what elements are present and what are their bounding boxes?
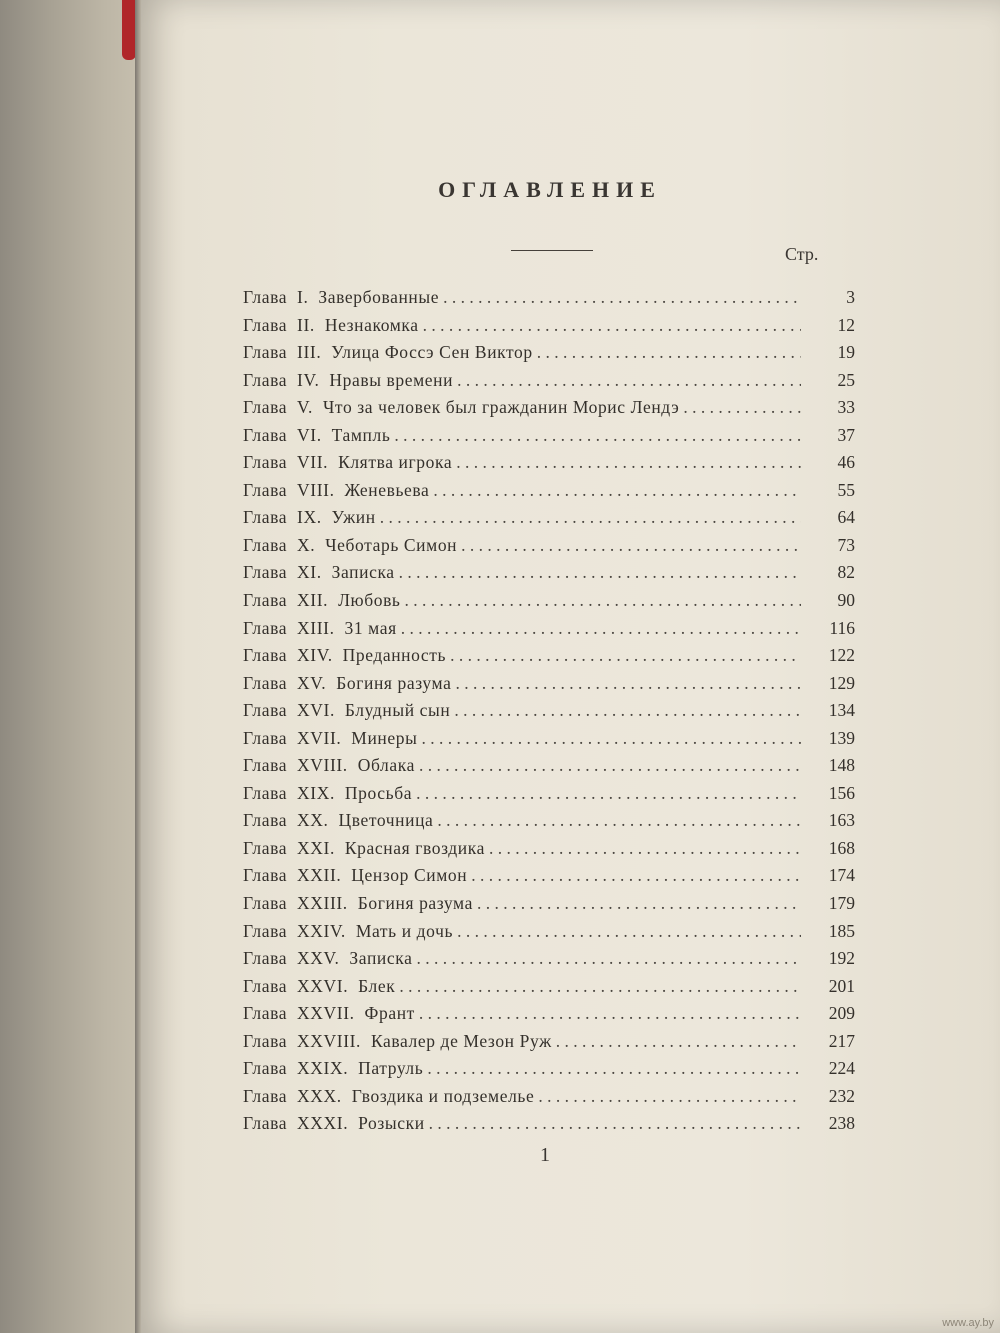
page-number: 1 — [540, 1144, 550, 1166]
toc-entry-page-number: 201 — [828, 975, 855, 996]
toc-dot-leader — [537, 339, 801, 367]
toc-entry-page-number: 163 — [828, 810, 855, 831]
page-title: ОГЛАВЛЕНИЕ — [438, 177, 662, 202]
toc-entry-title: Глава XXIII. Богиня разума — [243, 893, 473, 914]
toc-entry-page-number: 37 — [837, 424, 855, 445]
toc-entry-page-number: 148 — [828, 755, 855, 776]
toc-dot-leader — [394, 422, 801, 450]
toc-dot-leader — [427, 1055, 801, 1083]
toc-entry-page-number: 3 — [846, 287, 855, 307]
toc-entry-title: Глава I. Завербованные — [243, 287, 440, 307]
toc-entry-title: Глава XI. Записка — [243, 562, 395, 583]
toc-entry-page-number: 168 — [828, 837, 855, 858]
toc-entry-page-number: 90 — [837, 590, 855, 611]
toc-entry — [243, 1055, 855, 1083]
toc-entry-page-number: 238 — [828, 1113, 855, 1134]
toc-dot-leader — [399, 559, 801, 587]
toc-entry-page-number: 33 — [837, 397, 855, 418]
cover-bookmark-ribbon — [122, 0, 136, 60]
title-divider — [511, 250, 593, 251]
toc-entry-title: Глава XIII. 31 мая — [243, 617, 397, 638]
toc-dot-leader — [419, 752, 801, 780]
toc-entry — [243, 945, 855, 973]
toc-dot-leader — [456, 449, 801, 477]
toc-entry-title: Глава VIII. Женевьева — [243, 479, 430, 500]
toc-dot-leader — [683, 394, 801, 422]
toc-entry-title: Глава VI. Тампль — [243, 424, 391, 445]
toc-entry — [243, 642, 855, 670]
toc-entry-title: Глава XXXI. Розыски — [243, 1113, 425, 1134]
toc-dot-leader — [489, 835, 801, 863]
toc-entry-page-number: 174 — [828, 865, 855, 886]
toc-entry-title: Глава XVII. Минеры — [243, 727, 418, 748]
toc-entry-page-number: 116 — [829, 617, 855, 638]
watermark: www.ay.by — [942, 1317, 994, 1329]
toc-dot-leader — [433, 477, 801, 505]
toc-entry-page-number: 156 — [828, 782, 855, 803]
toc-entry-page-number: 224 — [828, 1058, 855, 1079]
toc-entry-page-number: 217 — [828, 1030, 855, 1051]
toc-entry-title: Глава XXI. Красная гвоздика — [243, 837, 485, 858]
toc-dot-leader — [461, 532, 801, 560]
toc-dot-leader — [419, 1000, 801, 1028]
toc-entry-page-number: 19 — [837, 342, 855, 363]
toc-dot-leader — [454, 697, 801, 725]
toc-entry-page-number: 12 — [837, 314, 855, 335]
toc-entry — [243, 918, 855, 946]
toc-dot-leader — [421, 725, 801, 753]
toc-entry — [243, 670, 855, 698]
toc-entry-title: Глава XXX. Гвоздика и подземелье — [243, 1085, 535, 1106]
toc-entry — [243, 339, 855, 367]
toc-dot-leader — [423, 312, 801, 340]
toc-entry-title: Глава XXVI. Блек — [243, 975, 396, 996]
toc-entry — [243, 422, 855, 450]
toc-entry-title: Глава XV. Богиня разума — [243, 672, 452, 693]
toc-entry-page-number: 25 — [837, 369, 855, 390]
toc-entry-title: Глава XVIII. Облака — [243, 755, 415, 776]
toc-entry-title: Глава XXVII. Франт — [243, 1003, 415, 1024]
toc-entry-page-number: 185 — [828, 920, 855, 941]
toc-entry — [243, 284, 855, 312]
toc-entry — [243, 752, 855, 780]
table-of-contents — [243, 284, 855, 1138]
toc-entry — [243, 862, 855, 890]
toc-entry — [243, 477, 855, 505]
toc-entry-title: Глава II. Незнакомка — [243, 314, 419, 335]
page-column-label: Стр. — [785, 244, 819, 264]
toc-entry-page-number: 73 — [837, 534, 855, 555]
toc-dot-leader — [477, 890, 801, 918]
toc-dot-leader — [538, 1083, 801, 1111]
toc-entry-page-number: 129 — [828, 672, 855, 693]
toc-entry-page-number: 139 — [828, 727, 855, 748]
toc-dot-leader — [455, 670, 801, 698]
toc-entry — [243, 1110, 855, 1138]
toc-entry-title: Глава V. Что за человек был гражданин Морис Лендэ — [243, 397, 680, 418]
toc-entry-title: Глава XXV. Записка — [243, 948, 413, 969]
toc-entry — [243, 587, 855, 615]
toc-dot-leader — [416, 945, 801, 973]
toc-entry-title: Глава IX. Ужин — [243, 507, 376, 528]
toc-entry-page-number: 179 — [828, 893, 855, 914]
toc-entry — [243, 504, 855, 532]
toc-entry-page-number: 209 — [828, 1003, 855, 1024]
toc-entry — [243, 367, 855, 395]
toc-dot-leader — [471, 862, 801, 890]
toc-dot-leader — [416, 780, 801, 808]
toc-dot-leader — [457, 918, 801, 946]
toc-entry-page-number: 134 — [828, 700, 855, 721]
toc-dot-leader — [457, 367, 801, 395]
toc-entry — [243, 725, 855, 753]
toc-entry — [243, 312, 855, 340]
toc-dot-leader — [401, 615, 801, 643]
toc-entry-page-number: 55 — [837, 479, 855, 500]
toc-entry — [243, 1083, 855, 1111]
toc-entry-title: Глава XX. Цветочница — [243, 810, 434, 831]
toc-dot-leader — [556, 1028, 801, 1056]
toc-entry — [243, 697, 855, 725]
toc-dot-leader — [443, 284, 801, 312]
toc-entry — [243, 615, 855, 643]
toc-dot-leader — [437, 807, 801, 835]
toc-entry-page-number: 82 — [837, 562, 855, 583]
toc-entry-title: Глава XXII. Цензор Симон — [243, 865, 468, 886]
toc-entry — [243, 835, 855, 863]
toc-dot-leader — [399, 973, 801, 1001]
toc-entry-title: Глава X. Чеботарь Симон — [243, 534, 458, 555]
toc-entry-title: Глава IV. Нравы времени — [243, 369, 454, 390]
toc-entry-page-number: 46 — [837, 452, 855, 473]
toc-entry — [243, 532, 855, 560]
toc-entry-title: Глава XVI. Блудный сын — [243, 700, 451, 721]
toc-entry — [243, 1000, 855, 1028]
toc-entry-title: Глава XIV. Преданность — [243, 645, 447, 666]
toc-entry-page-number: 122 — [828, 645, 855, 666]
toc-entry — [243, 449, 855, 477]
toc-entry — [243, 807, 855, 835]
toc-entry — [243, 1028, 855, 1056]
toc-entry — [243, 973, 855, 1001]
toc-dot-leader — [380, 504, 801, 532]
toc-entry-title: Глава XXVIII. Кавалер де Мезон Руж — [243, 1030, 552, 1051]
toc-entry — [243, 394, 855, 422]
toc-entry-title: Глава XXIX. Патруль — [243, 1058, 424, 1079]
toc-entry-title: Глава VII. Клятва игрока — [243, 452, 453, 473]
toc-entry-page-number: 192 — [828, 948, 855, 969]
toc-entry-title: Глава III. Улица Фоссэ Сен Виктор — [243, 342, 533, 363]
toc-entry-title: Глава XXIV. Мать и дочь — [243, 920, 454, 941]
toc-entry-title: Глава XII. Любовь — [243, 590, 401, 611]
toc-entry-page-number: 232 — [828, 1085, 855, 1106]
toc-dot-leader — [429, 1110, 801, 1138]
toc-dot-leader — [405, 587, 801, 615]
toc-entry — [243, 890, 855, 918]
toc-entry-page-number: 64 — [837, 507, 855, 528]
toc-dot-leader — [450, 642, 801, 670]
toc-entry — [243, 559, 855, 587]
toc-entry-title: Глава XIX. Просьба — [243, 782, 413, 803]
toc-entry — [243, 780, 855, 808]
